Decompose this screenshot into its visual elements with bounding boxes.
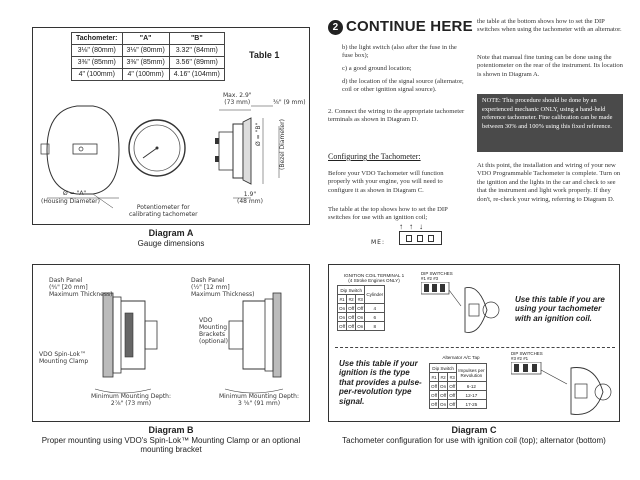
- coil-title-line-2: (4 Stroke Engines ONLY): [348, 278, 400, 284]
- depth-small-mm: (48 mm): [237, 198, 263, 205]
- dip-top-line-1: DIP SWITCHES: [421, 271, 453, 276]
- spinlok-label: [39, 351, 88, 365]
- max-depth-label: [223, 92, 252, 106]
- table-cell: Off: [348, 314, 355, 320]
- spinlok-line-1: VDO Spin-Lok™: [39, 351, 86, 358]
- gauge-side-view: [215, 106, 279, 198]
- max-depth-value: Max. 2.9": [223, 92, 252, 99]
- min-depth-right-line-1: Minimum Mounting Depth:: [219, 393, 300, 400]
- min-depth-left-line-2: 2⅞" (73 mm): [110, 400, 152, 407]
- table-1-header: "A": [122, 33, 169, 45]
- spinlok-line-2: Mounting Clamp: [39, 358, 89, 365]
- dip-switches-top-drawing: [421, 282, 517, 338]
- table-cell: Off: [440, 392, 447, 398]
- table-1-label: Table 1: [249, 50, 280, 60]
- diagram-a-title: Diagram A: [148, 228, 194, 238]
- min-depth-left-label: [91, 393, 171, 407]
- coil-cylinder-header: Cylinder: [365, 286, 385, 304]
- dip-bottom-line-2: #3 #2 #1: [511, 356, 529, 361]
- item-c-text: c) a good ground location;: [342, 65, 412, 72]
- table-cell: 3⅜" (85mm): [122, 57, 169, 69]
- table-row: [338, 322, 385, 331]
- table-cell: Off: [339, 323, 346, 329]
- alt-header-row: [430, 364, 487, 373]
- coil-table: [337, 285, 385, 331]
- table-cell: 3⅛" (80mm): [122, 45, 169, 57]
- table-row: [338, 304, 385, 313]
- diagram-c-subtitle: Tachometer configuration for use with ignition coil (top); alternator (bottom): [342, 436, 606, 445]
- table-cell: 6-12: [457, 382, 486, 391]
- table-1-header: "B": [169, 33, 224, 45]
- right-paragraph-2: Note that manual fine tuning can be done using the potentiometer on the rear of the instrument. Its location is shown in Diagram A.: [477, 54, 623, 78]
- dip-switches-top-label: [421, 271, 453, 281]
- dip-switches-bottom-label: [511, 351, 543, 361]
- diagram-c-frame: [328, 264, 620, 422]
- table-1-header-row: [72, 33, 225, 45]
- alt-ppr-header: [457, 364, 486, 382]
- coil-col: #3: [356, 295, 365, 304]
- me-label: ME:: [371, 239, 385, 246]
- alternator-table-title: Alternator A/C Tap: [442, 355, 480, 360]
- table-cell: 17-25: [457, 400, 486, 409]
- min-depth-right-line-2: 3 ⅝" (91 mm): [237, 400, 281, 407]
- diagram-a-frame: [32, 27, 310, 225]
- dash-panel-left-line-1: Dash Panel: [49, 277, 83, 284]
- dash-panel-left-label: [49, 277, 112, 298]
- coil-col: #2: [348, 296, 354, 302]
- table-cell: 3.32" (84mm): [169, 45, 224, 57]
- table-cell: 3⅛" (80mm): [72, 45, 123, 57]
- table-cell: Off: [431, 383, 438, 389]
- dip-top-line-2: #1 #2 #3: [421, 276, 439, 281]
- coil-title-line-1: IGNITION COIL TERMINAL 1: [343, 273, 405, 278]
- diagram-c-title: Diagram C: [451, 425, 497, 435]
- alt-col: #2: [439, 373, 448, 382]
- dip-switches-bottom-drawing: [511, 362, 615, 420]
- dash-panel-left-line-3: Maximum Thickness): [49, 291, 113, 298]
- diagram-b-frame: [32, 264, 310, 422]
- dash-panel-right-line-2: (½" [12 mm]: [191, 284, 230, 291]
- table-cell: On: [357, 314, 364, 320]
- dash-panel-left-line-2: (⅘" [20 mm]: [49, 284, 88, 291]
- example-dip-switch: [399, 231, 442, 245]
- alt-col: #3: [449, 374, 455, 380]
- potentiometer-line-2: calibrating tachometer: [129, 211, 198, 218]
- mounting-brackets-line-4: (optional): [199, 338, 228, 345]
- dip-switch-1: [406, 235, 412, 242]
- dip-switch-2: [417, 235, 423, 242]
- table-cell: Off: [431, 392, 438, 398]
- table-cell: Off: [348, 323, 355, 329]
- table-row: [430, 400, 487, 409]
- diagram-b-title: Diagram B: [148, 425, 194, 435]
- table-row: [430, 382, 487, 391]
- coil-dip-header: Dip Switch: [338, 286, 365, 295]
- table-cell: 4: [365, 304, 385, 313]
- depth-small-label: [237, 191, 263, 205]
- table-row: [72, 57, 225, 69]
- table-row: [72, 69, 225, 81]
- alternator-table: [429, 363, 487, 409]
- coil-col: #1: [338, 295, 347, 304]
- diagram-a-subtitle: Gauge dimensions: [137, 239, 205, 248]
- note-box: NOTE: This procedure should be done by an experienced mechanic ONLY, using a hand-held reference tachometer. Fine calibration can be made between 30% and 100% using this fixed reference.: [477, 94, 623, 152]
- item-d-text: d) the location of the signal source (alternator, coil or other ignition signal source).: [342, 78, 464, 94]
- coil-header-row: [338, 286, 385, 295]
- configuring-heading: Configuring the Tachometer:: [328, 152, 421, 161]
- spinlok-mount-drawing: [95, 293, 157, 393]
- housing-diameter-sub: (Housing Diameter): [41, 198, 100, 205]
- table-cell: 4.16" (104mm): [169, 69, 224, 81]
- bezel-diameter-sub: (Bezel Diameter): [279, 119, 286, 170]
- table-cell: On: [357, 323, 364, 329]
- table-cell: On: [440, 383, 447, 389]
- table-cell: Off: [449, 392, 456, 398]
- table-row: [338, 313, 385, 322]
- coil-table-title: [341, 273, 407, 284]
- min-depth-right-label: [219, 393, 299, 407]
- max-depth-mm: (73 mm): [224, 99, 251, 106]
- table-cell: 3⅜" (85mm): [72, 57, 123, 69]
- right-paragraph-1: the table at the bottom shows how to set the DIP switches when using the tachometer with an alternator.: [477, 18, 622, 34]
- coil-usage-note: Use this table if you are using your tachometer with an ignition coil.: [515, 295, 605, 323]
- gauge-front-face: [129, 120, 185, 176]
- mounting-brackets-line-1: VDO: [199, 317, 213, 324]
- table-row: [430, 391, 487, 400]
- alt-dip-header: Dip Switch: [430, 364, 457, 373]
- depth-small-value: 1.9": [243, 191, 257, 198]
- right-paragraph-3: At this point, the installation and wiring of your new VDO Programmable Tachometer is complete. Turn on the ignition and the lights in the car and check to see that the instrument and light work properly. If they don't, re-check your wiring, referring to Diagram D.: [477, 162, 621, 203]
- dip-bottom-line-1: DIP SWITCHES: [511, 351, 543, 356]
- diagram-b-subtitle: Proper mounting using VDO's Spin-Lok™ Mounting Clamp or an optional mounting bracket: [41, 436, 301, 454]
- alt-ppr-line-1: Impulses per: [458, 367, 485, 373]
- table-cell: Off: [348, 305, 355, 311]
- bezel-diameter-label: Ø = "B": [255, 122, 262, 146]
- continue-here-heading: [328, 18, 473, 35]
- table-cell: 12-17: [457, 391, 486, 400]
- alt-ppr-line-2: Revolution: [460, 372, 483, 378]
- section-divider: [335, 347, 615, 348]
- table-row: [72, 45, 225, 57]
- dash-panel-right-line-3: Maximum Thickness): [191, 291, 255, 298]
- min-depth-left-line-1: Minimum Mounting Depth:: [91, 393, 172, 400]
- dip-switch-3: [428, 235, 434, 242]
- bracket-mount-drawing: [225, 293, 283, 393]
- table-cell: Off: [449, 383, 456, 389]
- alternator-usage-note: Use this table if your ignition is the type that provides a pulse-per-revolution type signal.: [339, 359, 422, 406]
- table-1-header: Tachometer:: [72, 33, 123, 45]
- dash-panel-right-label: [191, 277, 254, 298]
- mounting-brackets-line-3: Brackets: [199, 331, 225, 338]
- gauge-rear-profile: [41, 106, 119, 198]
- alt-col: #1: [431, 374, 437, 380]
- potentiometer-label: [129, 204, 198, 218]
- rim-label: ⅜" (9 mm): [273, 99, 306, 106]
- table-cell: 4" (100mm): [72, 69, 123, 81]
- step-number-badge: 2: [328, 20, 343, 35]
- dash-panel-right-line-1: Dash Panel: [191, 277, 225, 284]
- table-cell: Off: [449, 401, 456, 407]
- step-2-text: 2. Connect the wiring to the appropriate tachometer terminals as shown in Diagram D.: [328, 108, 465, 124]
- table-cell: Off: [357, 305, 364, 311]
- config-paragraph-1: Before your VDO Tachometer will function properly with your engine, you will need to configure it as shown in Diagram C.: [328, 170, 444, 194]
- mounting-brackets-label: [199, 317, 228, 345]
- table-1: [71, 32, 225, 81]
- table-cell: On: [339, 305, 346, 311]
- item-b-text: b) the light switch (also after the fuse in the fuse box);: [342, 44, 457, 60]
- housing-diameter-label: Ø = "A": [63, 190, 87, 197]
- table-cell: On: [440, 401, 447, 407]
- mounting-brackets-line-2: Mounting: [199, 324, 228, 331]
- table-cell: Off: [431, 401, 438, 407]
- table-cell: 4" (100mm): [122, 69, 169, 81]
- table-cell: 8: [365, 322, 385, 331]
- table-cell: 3.56" (89mm): [169, 57, 224, 69]
- config-paragraph-2: The table at the top shows how to set the DIP switches for use with an ignition coil;: [328, 206, 448, 222]
- potentiometer-line-1: Potentiometer for: [136, 204, 190, 211]
- continue-here-text: CONTINUE HERE: [346, 18, 473, 35]
- switch-arrows: ↑ ↑ ↓: [399, 222, 425, 231]
- table-cell: On: [339, 314, 346, 320]
- table-cell: 6: [365, 313, 385, 322]
